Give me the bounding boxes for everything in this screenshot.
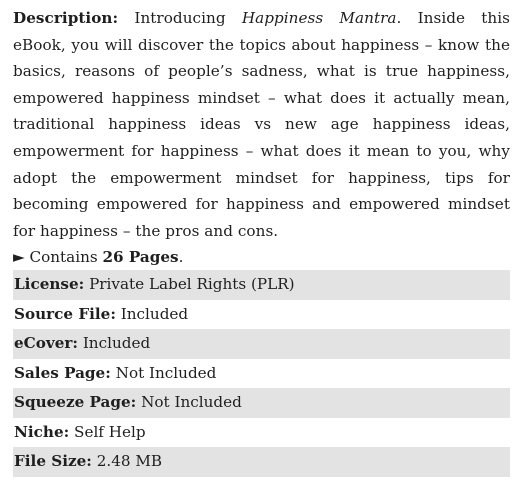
description-paragraph [13,5,510,244]
detail-row-ecover [13,329,510,359]
detail-row-squeeze-page [13,388,510,418]
detail-label: Squeeze Page: [14,393,137,412]
ebook-title: Happiness Mantra [241,9,397,27]
detail-row-file-size [13,447,510,477]
page-count-prefix: Contains [29,248,98,267]
description-label: Description: [13,9,119,27]
details-list [13,270,510,477]
detail-value: Included [120,304,189,323]
detail-value: Private Label Rights (PLR) [89,275,295,294]
detail-label: License: [14,275,85,294]
detail-value: 2.48 MB [96,452,163,471]
detail-value: Not Included [115,363,217,382]
detail-label: Niche: [14,422,70,441]
detail-value: Included [82,334,151,353]
detail-row-niche [13,418,510,448]
detail-value: Not Included [141,393,242,412]
arrow-icon: ► [13,248,25,267]
detail-label: File Size: [14,452,92,471]
detail-row-license [13,270,510,300]
page-count: 26 Pages [102,248,179,267]
detail-label: Source File: [14,304,116,323]
description-body: . Inside this eBook, you will discover the topics about happiness – know the basics, reasons of people’s sadness, what is true happiness, empowered happiness mindset – what does it actually mean, traditional happiness ideas vs new age happiness ideas, empowerment for happiness – what does it mean to you, why adopt the empowerment mindset for happiness, tips for becoming empowered for happiness and empowered mindset for happiness – the pros and cons. [13,9,510,240]
detail-value: Self Help [74,422,146,441]
detail-row-source-file [13,300,510,330]
detail-label: eCover: [14,334,78,353]
detail-row-sales-page [13,359,510,389]
description-intro: Introducing [134,9,226,27]
page-count-line [13,244,510,270]
detail-label: Sales Page: [14,363,111,382]
page-count-suffix: . [178,248,184,267]
